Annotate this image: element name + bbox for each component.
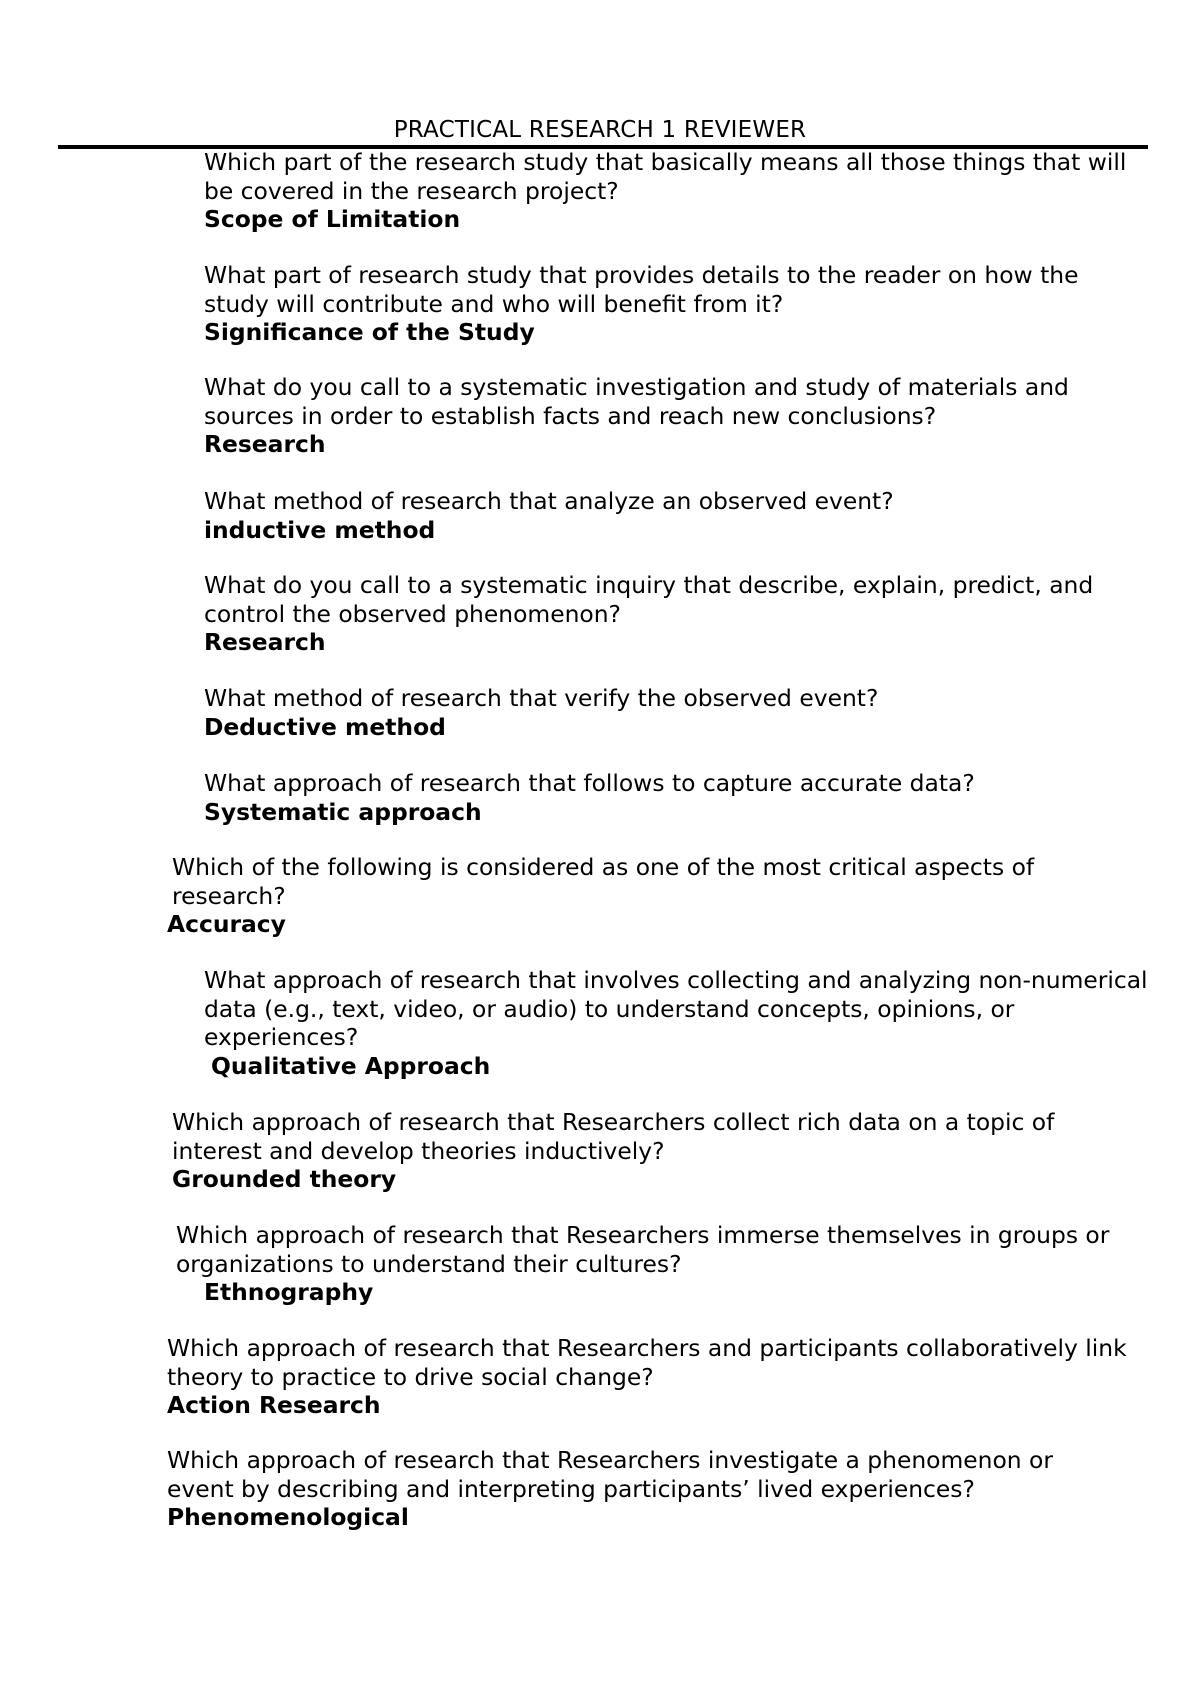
qa-item [204, 148, 1144, 234]
answer-text: Qualitative Approach [211, 1051, 491, 1080]
answer-text: Deductive method [204, 712, 446, 741]
qa-item [204, 373, 1144, 459]
question-text: What method of research that verify the observed event? [204, 684, 879, 712]
answer-text: Accuracy [167, 910, 286, 938]
qa-item [167, 853, 1072, 939]
qa-item [204, 769, 1144, 826]
answer-text: inductive method [204, 515, 436, 544]
answer-text: Ethnography [204, 1278, 374, 1306]
answer-text: Phenomenological [167, 1503, 409, 1531]
answer-text: Grounded theory [172, 1165, 397, 1193]
question-text: Which approach of research that Researchers investigate a phenomenon or event by describing and interpreting participants’ lived experiences? [167, 1446, 1053, 1503]
question-text: Which of the following is considered as one of the most critical aspects of research? [172, 853, 1035, 910]
qa-item [204, 261, 1144, 347]
qa-item [176, 1221, 1166, 1307]
document-title: PRACTICAL RESEARCH 1 REVIEWER [393, 117, 807, 143]
answer-text: Scope of Limitation [204, 205, 461, 233]
question-text: What part of research study that provides details to the reader on how the study will contribute and who will benefit from it? [204, 261, 1079, 318]
qa-item [204, 571, 1144, 657]
question-text: What do you call to a systematic inquiry that describe, explain, predict, and control the observed phenomenon? [204, 571, 1094, 628]
answer-text: Research [204, 628, 326, 656]
question-text: What approach of research that involves collecting and analyzing non-numerical data (e.g., text, video, or audio) to understand concepts, opinions, or experiences? [204, 966, 1148, 1051]
answer-text: Significance of the Study [204, 318, 535, 346]
answer-text: Systematic approach [204, 797, 482, 826]
qa-item [204, 684, 1144, 741]
qa-item [204, 966, 1164, 1080]
qa-item [204, 487, 1144, 544]
question-text: What method of research that analyze an observed event? [204, 487, 894, 515]
qa-item [167, 1446, 1127, 1532]
qa-item [167, 1334, 1157, 1420]
question-text: Which approach of research that Researchers and participants collaboratively link theory to practice to drive social change? [167, 1334, 1127, 1391]
question-text: What approach of research that follows to capture accurate data? [204, 769, 975, 797]
question-text: What do you call to a systematic investigation and study of materials and sources in order to establish facts and reach new conclusions? [204, 373, 1069, 430]
qa-item [172, 1108, 1112, 1194]
question-text: Which approach of research that Researchers collect rich data on a topic of interest and develop theories inductively? [172, 1108, 1055, 1165]
question-text: Which part of the research study that basically means all those things that will be covered in the research project? [204, 148, 1127, 205]
answer-text: Research [204, 430, 326, 458]
question-text: Which approach of research that Researchers immerse themselves in groups or organizations to understand their cultures? [176, 1221, 1110, 1278]
answer-text: Action Research [167, 1391, 381, 1419]
